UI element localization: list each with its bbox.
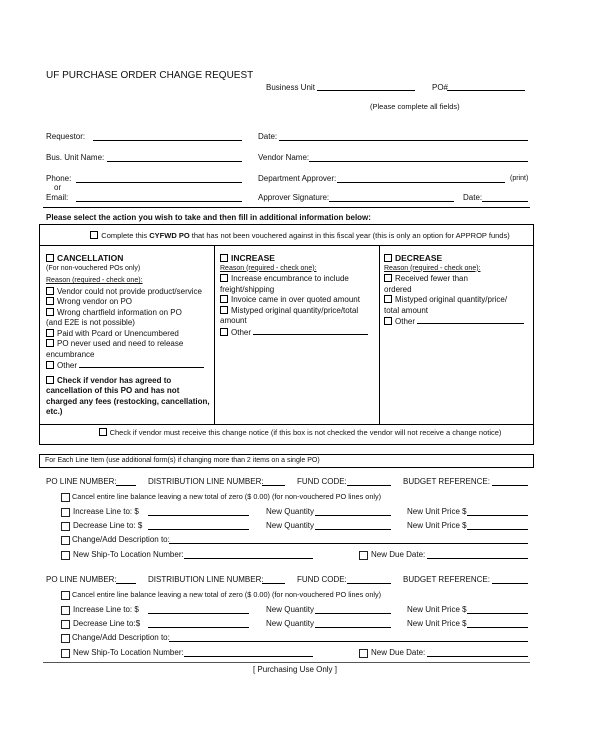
cancel-line-checkbox[interactable] [61,591,70,600]
new-unit-price-label: New Unit Price $ [407,507,467,516]
checkbox[interactable] [384,317,392,325]
other-field[interactable] [253,327,368,335]
print-note: (print) [510,175,529,182]
decrease-line-field[interactable] [148,627,249,628]
change-description-checkbox[interactable] [61,536,70,545]
line-item-header: For Each Line Item (use additional form(s) if changing more than 2 items on a single PO) [45,457,320,464]
reason-text: encumbrance [46,349,95,359]
reason-text: Wrong vendor on PO [57,297,133,306]
date-field[interactable] [279,140,528,141]
reason-option[interactable] [46,287,210,298]
line-item-header-box [39,454,534,468]
ship-to-field[interactable] [184,656,313,657]
fund-code-field[interactable] [347,583,391,584]
cyfwd-text: Complete this [101,231,150,240]
reason-note: (and E2E is not possible) [46,318,135,327]
increase-option[interactable] [220,253,368,264]
divider [379,246,380,425]
reason-text: Received fewer than [395,274,468,283]
checkbox[interactable] [46,339,54,347]
new-unit-price-label: New Unit Price $ [407,619,467,628]
po-number-label: PO# [432,83,449,92]
cancellation-option[interactable] [46,253,210,264]
distribution-line-number-label: DISTRIBUTION LINE NUMBER: [148,575,264,584]
reason-option[interactable] [46,297,210,308]
change-description-label: Change/Add Description to: [72,633,170,642]
new-unit-price-label: New Unit Price $ [407,521,467,530]
due-date-checkbox[interactable] [359,649,368,658]
ship-to-label: New Ship-To Location Number: [73,648,184,657]
other-label: Other [395,317,416,326]
due-date-field[interactable] [427,558,528,559]
divider [43,662,530,663]
vendor-name-field[interactable] [309,161,528,162]
cancellation-column [46,253,210,418]
decrease-line-label: Decrease Line to:$ [73,619,141,628]
date-label: Date: [258,132,278,141]
reason-option[interactable] [220,295,368,306]
cancel-line-label: Cancel entire line balance leaving a new total of zero ($ 0.00) (for non-vouchered PO lines only) [72,590,382,599]
budget-reference-label: BUDGET REFERENCE: [403,477,490,486]
decrease-title: DECREASE [395,253,443,263]
phone-label: Phone: [46,174,72,183]
agreed-text: cancellation of this PO and has not [46,386,180,395]
signature-date-field[interactable] [482,201,528,202]
agreed-text: charged any fees (restocking, cancellation, [46,396,210,406]
divider [39,424,533,425]
approver-signature-label: Approver Signature: [258,193,330,202]
cancel-line-label: Cancel entire line balance leaving a new total of zero ($ 0.00) (for non-vouchered PO lines only) [72,492,382,501]
po-line-number-field[interactable] [116,583,136,584]
cyfwd-option[interactable] [0,231,600,241]
due-date-checkbox[interactable] [359,551,368,560]
distribution-line-number-field[interactable] [262,583,285,584]
po-line-number-label: PO LINE NUMBER: [46,477,117,486]
form-title: UF PURCHASE ORDER CHANGE REQUEST [46,70,254,81]
reason-other[interactable] [46,360,210,372]
divider [214,246,215,425]
reason-text: Vendor could not provide product/service [57,286,202,296]
reason-text: Increase encumbrance to include [231,274,349,283]
business-unit-field[interactable] [317,90,415,91]
change-description-checkbox[interactable] [61,634,70,643]
change-description-label: Change/Add Description to: [72,535,170,544]
increase-line-field[interactable] [148,613,249,614]
reason-text: Invoice came in over quoted amount [231,295,360,304]
checkbox[interactable] [46,361,54,369]
new-quantity-field[interactable] [315,515,391,516]
due-date-label: New Due Date: [371,550,426,559]
checkbox[interactable] [384,254,392,262]
signature-date-label: Date: [463,193,483,202]
reason-text: PO never used and need to release [57,339,184,348]
complete-note: (Please complete all fields) [370,102,460,111]
reason-option[interactable] [46,339,210,350]
decrease-line-checkbox[interactable] [61,522,70,531]
new-unit-price-field[interactable] [467,613,528,614]
increase-column [220,253,368,338]
increase-line-label: Increase Line to: $ [73,507,139,516]
cyfwd-bold: CYFWD PO [149,231,190,240]
purchasing-use-only: [ Purchasing Use Only ] [252,665,338,674]
ship-to-label: New Ship-To Location Number: [73,550,184,559]
divider [43,207,530,208]
checkbox[interactable] [220,328,228,336]
new-quantity-label: New Quantity [266,521,315,530]
new-quantity-field[interactable] [315,529,391,530]
vendor-notice-text: Check if vendor must receive this change notice (if this box is not checked the vendor will not receive a change notice) [109,428,502,437]
checkbox[interactable] [220,254,228,262]
checkbox[interactable] [46,329,54,337]
change-description-field[interactable] [169,543,528,544]
checkbox[interactable] [384,295,392,303]
checkbox[interactable] [384,274,392,282]
new-unit-price-label: New Unit Price $ [407,605,467,614]
checkbox[interactable] [46,254,54,262]
ship-to-field[interactable] [184,558,313,559]
vendor-notice-option[interactable] [0,428,600,438]
email-label: Email: [46,193,69,202]
distribution-line-number-label: DISTRIBUTION LINE NUMBER: [148,477,264,486]
other-field[interactable] [417,316,524,324]
reason-option[interactable] [384,295,524,306]
new-unit-price-field[interactable] [467,627,528,628]
department-approver-field[interactable] [337,182,505,183]
new-quantity-label: New Quantity [266,507,315,516]
reason-label: Reason (required - check one): [384,264,481,272]
reason-text: freight/shipping [220,284,275,294]
cancellation-subtitle: (For non-vouchered POs only) [46,264,141,272]
reason-option[interactable] [46,308,210,319]
reason-other[interactable] [220,327,368,339]
new-unit-price-field[interactable] [467,529,528,530]
change-description-field[interactable] [169,641,528,642]
new-quantity-label: New Quantity [266,619,315,628]
ship-to-checkbox[interactable] [61,649,70,658]
vendor-name-label: Vendor Name: [258,153,310,162]
reason-other[interactable] [384,316,524,328]
budget-reference-field[interactable] [492,485,528,486]
reason-text: Paid with Pcard or Unencumbered [57,328,179,338]
approver-signature-field[interactable] [329,201,454,202]
budget-reference-field[interactable] [492,583,528,584]
new-quantity-label: New Quantity [266,605,315,614]
vendor-notice-checkbox[interactable] [99,428,107,436]
increase-line-field[interactable] [148,515,249,516]
checkbox[interactable] [220,295,228,303]
vendor-agreed-option[interactable] [46,376,210,387]
reason-label: Reason (required - check one): [220,264,317,272]
increase-title: INCREASE [231,253,275,263]
checkbox[interactable] [220,306,228,314]
business-unit-label: Business Unit [266,83,315,92]
reason-label: Reason (required - check one): [46,277,143,284]
reason-option[interactable] [46,329,210,340]
decrease-column [384,253,524,328]
checkbox[interactable] [46,376,54,384]
cyfwd-text-end: that has not been vouchered against in this fiscal year (this is only an option for APPROP funds) [189,231,510,240]
checkbox[interactable] [46,287,54,295]
reason-option[interactable] [220,274,368,285]
agreed-text: Check if vendor has agreed to [57,375,172,385]
other-field[interactable] [79,360,204,368]
budget-reference-label: BUDGET REFERENCE: [403,575,490,584]
checkbox[interactable] [220,274,228,282]
fund-code-field[interactable] [347,485,391,486]
divider [39,245,533,246]
cyfwd-checkbox[interactable] [90,231,98,239]
reason-option[interactable] [384,274,524,285]
requestor-field[interactable] [93,140,242,141]
reason-text: total amount [384,305,429,315]
fund-code-label: FUND CODE: [297,477,347,486]
distribution-line-number-field[interactable] [262,485,285,486]
checkbox[interactable] [46,308,54,316]
checkbox[interactable] [46,297,54,305]
cancel-line-checkbox[interactable] [61,493,70,502]
reason-text: Wrong chartfield information on PO [57,307,182,317]
due-date-label: New Due Date: [371,648,426,657]
instruction-text: Please select the action you wish to take and then fill in additional information below: [46,213,371,222]
requestor-label: Requestor: [46,132,86,141]
increase-line-label: Increase Line to: $ [73,605,139,614]
decrease-option[interactable] [384,253,524,264]
due-date-field[interactable] [427,656,528,657]
new-unit-price-field[interactable] [467,515,528,516]
po-line-number-field[interactable] [116,485,136,486]
decrease-line-field[interactable] [148,529,249,530]
reason-text: Mistyped original quantity/price/total [231,305,359,315]
increase-line-checkbox[interactable] [61,508,70,517]
cancellation-title: CANCELLATION [57,253,124,263]
reason-text: Mistyped original quantity/price/ [395,295,508,304]
bus-unit-name-field[interactable] [107,161,242,162]
new-quantity-field[interactable] [315,627,391,628]
po-number-field[interactable] [447,90,525,91]
po-line-number-label: PO LINE NUMBER: [46,575,117,584]
or-label: or [54,183,62,192]
bus-unit-name-label: Bus. Unit Name: [46,153,105,162]
department-approver-label: Department Approver: [258,174,337,183]
reason-text: amount [220,316,247,325]
reason-text: ordered [384,284,412,294]
fund-code-label: FUND CODE: [297,575,347,584]
agreed-text: etc.) [46,407,63,416]
reason-option[interactable] [220,306,368,317]
phone-field[interactable] [76,182,242,183]
new-quantity-field[interactable] [315,613,391,614]
decrease-line-checkbox[interactable] [61,620,70,629]
other-label: Other [57,361,78,370]
decrease-line-label: Decrease Line to: $ [73,521,143,530]
increase-line-checkbox[interactable] [61,606,70,615]
email-field[interactable] [76,201,242,202]
other-label: Other [231,327,252,337]
ship-to-checkbox[interactable] [61,551,70,560]
